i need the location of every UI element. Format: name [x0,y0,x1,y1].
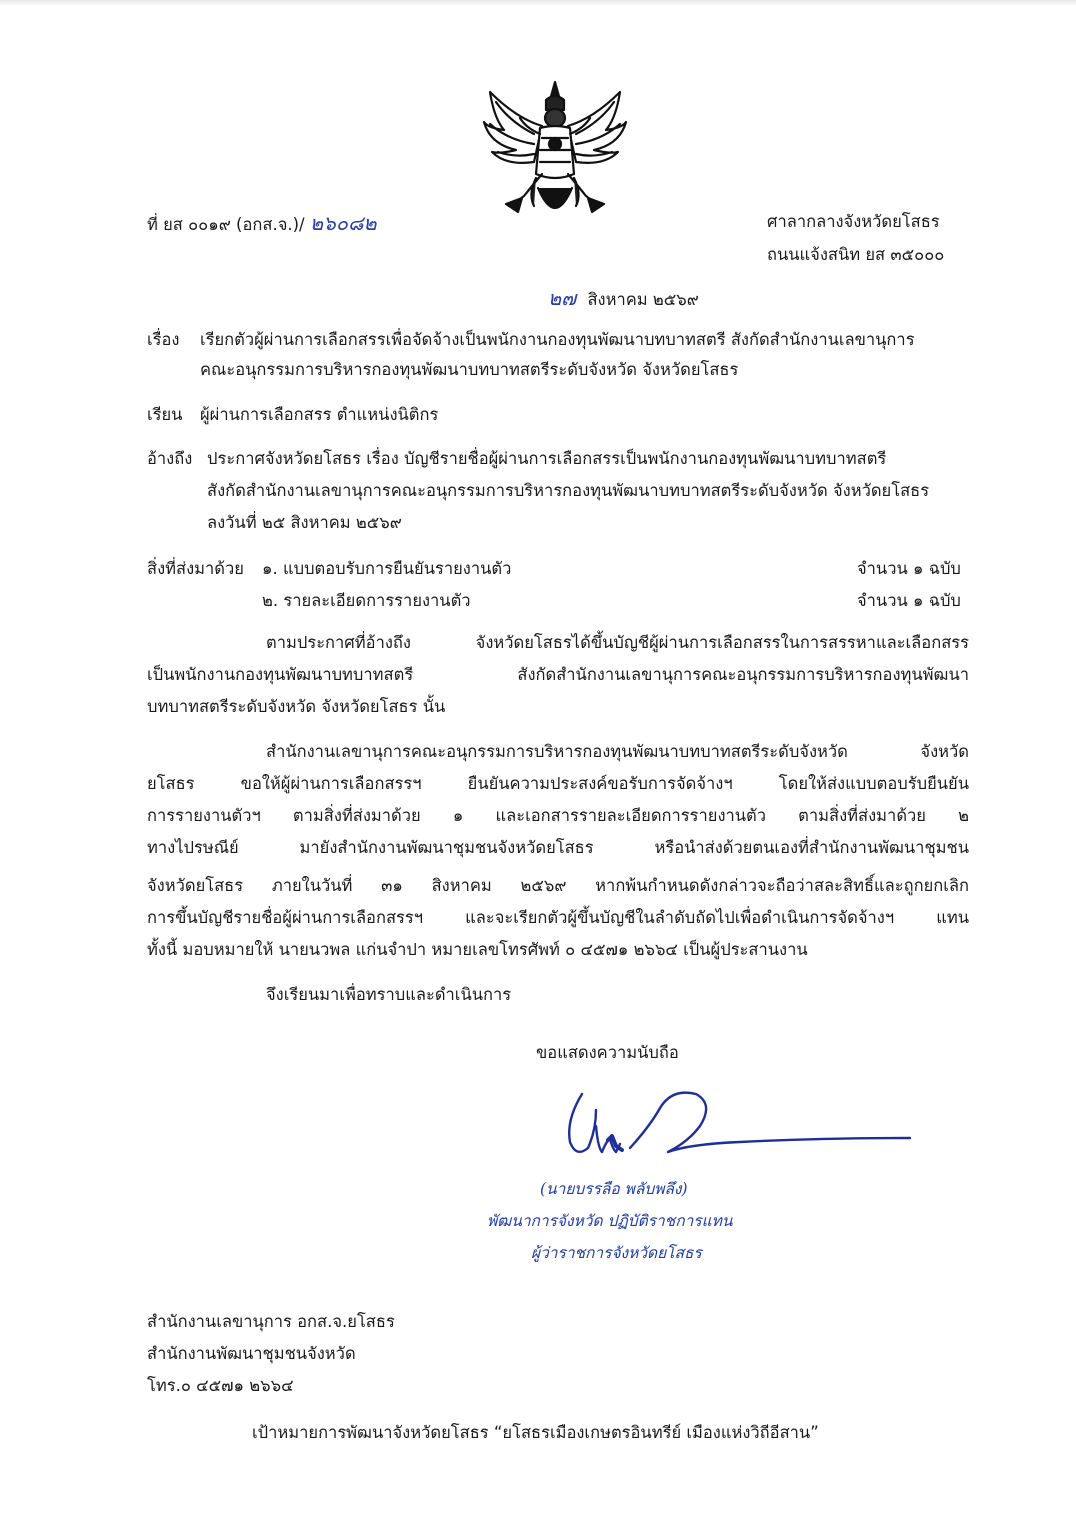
page-top-edge [0,0,1076,6]
paragraph-line: ยโสธร ขอให้ผู้ผ่านการเลือกสรรฯ ยืนยันความประสงค์ขอรับการจัดจ้างฯ โดยให้ส่งแบบตอบรับยืนยัน [147,774,969,793]
handwritten-signature [560,1086,912,1166]
enclosure-item: ๑. แบบตอบรับการยืนยันรายงานตัว [262,559,512,578]
signatory-position-2: ผู้ว่าราชการจังหวัดยโสธร [531,1244,702,1262]
reference-number-text: ที่ ยส ๐๐๑๙ (อกส.จ.)/ [147,215,305,234]
date-day-handwritten: ๒๗ [548,286,577,310]
subject-line-1: เรียกตัวผู้ผ่านการเลือกสรรเพื่อจัดจ้างเป็นพนักงานกองทุนพัฒนาบทบาทสตรี สังกัดสำนักงานเลขานุการ [200,330,915,349]
office-address: ถนนแจ้งสนิท ยส ๓๕๐๐๐ [767,245,945,264]
footer-department-1: สำนักงานเลขานุการ อกส.จ.ยโสธร [147,1312,395,1331]
paragraph-line: การขึ้นบัญชีรายชื่อผู้ผ่านการเลือกสรรฯ และจะเรียกตัวผู้ขึ้นบัญชีในลำดับถัดไปเพื่อดำเนินการจัดจ้างฯ แทน [147,908,969,927]
paragraph-line: เป็นพนักงานกองทุนพัฒนาบทบาทสตรี สังกัดสำนักงานเลขานุการคณะอนุกรรมการบริหารกองทุนพัฒนา [147,665,969,684]
subject-line-2: คณะอนุกรรมการบริหารกองทุนพัฒนาบทบาทสตรีระดับจังหวัด จังหวัดยโสธร [200,360,739,379]
reference-line-2: สังกัดสำนักงานเลขานุการคณะอนุกรรมการบริหารกองทุนพัฒนาบทบาทสตรีระดับจังหวัด จังหวัดยโสธร [207,481,930,500]
paragraph-line: บทบาทสตรีระดับจังหวัด จังหวัดยโสธร นั้น [147,697,446,716]
paragraph-line: การรายงานตัวฯ ตามสิ่งที่ส่งมาด้วย ๑ และเอกสารรายละเอียดการรายงานตัว ตามสิ่งที่ส่งมาด้วย ๒ [147,806,969,825]
recipient-text: ผู้ผ่านการเลือกสรร ตำแหน่งนิติกร [200,405,439,424]
paragraph-line: จังหวัดยโสธร ภายในวันที่ ๓๑ สิงหาคม ๒๕๖๙ หากพ้นกำหนดดังกล่าวจะถือว่าสละสิทธิ์และถูกยกเลิก [147,876,969,895]
reference-line-1: ประกาศจังหวัดยโสธร เรื่อง บัญชีรายชื่อผู้ผ่านการเลือกสรรเป็นพนักงานกองทุนพัฒนาบทบาทสตรี [207,449,887,468]
salutation: ขอแสดงความนับถือ [536,1043,679,1062]
date-month-year: สิงหาคม ๒๕๖๙ [587,290,699,309]
paragraph-line: สำนักงานเลขานุการคณะอนุกรรมการบริหารกองทุนพัฒนาบทบาทสตรีระดับจังหวัด จังหวัด [266,742,969,761]
paragraph-line: ตามประกาศที่อ้างถึง จังหวัดยโสธรได้ขึ้นบัญชีผู้ผ่านการเลือกสรรในการสรรหาและเลือกสรร [266,633,969,652]
subject-label: เรื่อง [147,330,180,349]
reference-line-3: ลงวันที่ ๒๕ สิงหาคม ๒๕๖๙ [207,513,402,532]
signatory-position-1: พัฒนาการจังหวัด ปฏิบัติราชการแทน [487,1212,733,1230]
enclosures-label: สิ่งที่ส่งมาด้วย [147,559,244,578]
reference-number-handwritten: ๒๖๐๘๒ [309,211,377,235]
letter-date [548,282,699,314]
reference-number [147,207,377,239]
signatory-name: (นายบรรลือ พลับพลึง) [540,1180,688,1198]
enclosure-qty: จำนวน ๑ ฉบับ [857,559,961,578]
enclosure-qty: จำนวน ๑ ฉบับ [857,591,961,610]
recipient-label: เรียน [147,405,183,424]
office-name: ศาลากลางจังหวัดยโสธร [767,212,940,231]
paragraph-line: ทั้งนี้ มอบหมายให้ นายนวพล แก่นจำปา หมายเลขโทรศัพท์ ๐ ๔๕๗๑ ๒๖๖๔ เป็นผู้ประสานงาน [147,940,808,959]
footer-department-2: สำนักงานพัฒนาชุมชนจังหวัด [147,1344,356,1363]
garuda-emblem [476,78,634,230]
enclosure-item: ๒. รายละเอียดการรายงานตัว [262,591,471,610]
paragraph-line: ทางไปรษณีย์ มายังสำนักงานพัฒนาชุมชนจังหวัดยโสธร หรือนำส่งด้วยตนเองที่สำนักงานพัฒนาชุมชน [147,838,969,857]
footer-slogan: เป้าหมายการพัฒนาจังหวัดยโสธร “ยโสธรเมืองเกษตรอินทรีย์ เมืองแห่งวิถีอีสาน” [252,1423,819,1442]
reference-label: อ้างถึง [147,449,193,468]
footer-phone: โทร.๐ ๔๕๗๑ ๒๖๖๔ [147,1376,294,1395]
closing-line: จึงเรียนมาเพื่อทราบและดำเนินการ [266,985,512,1004]
